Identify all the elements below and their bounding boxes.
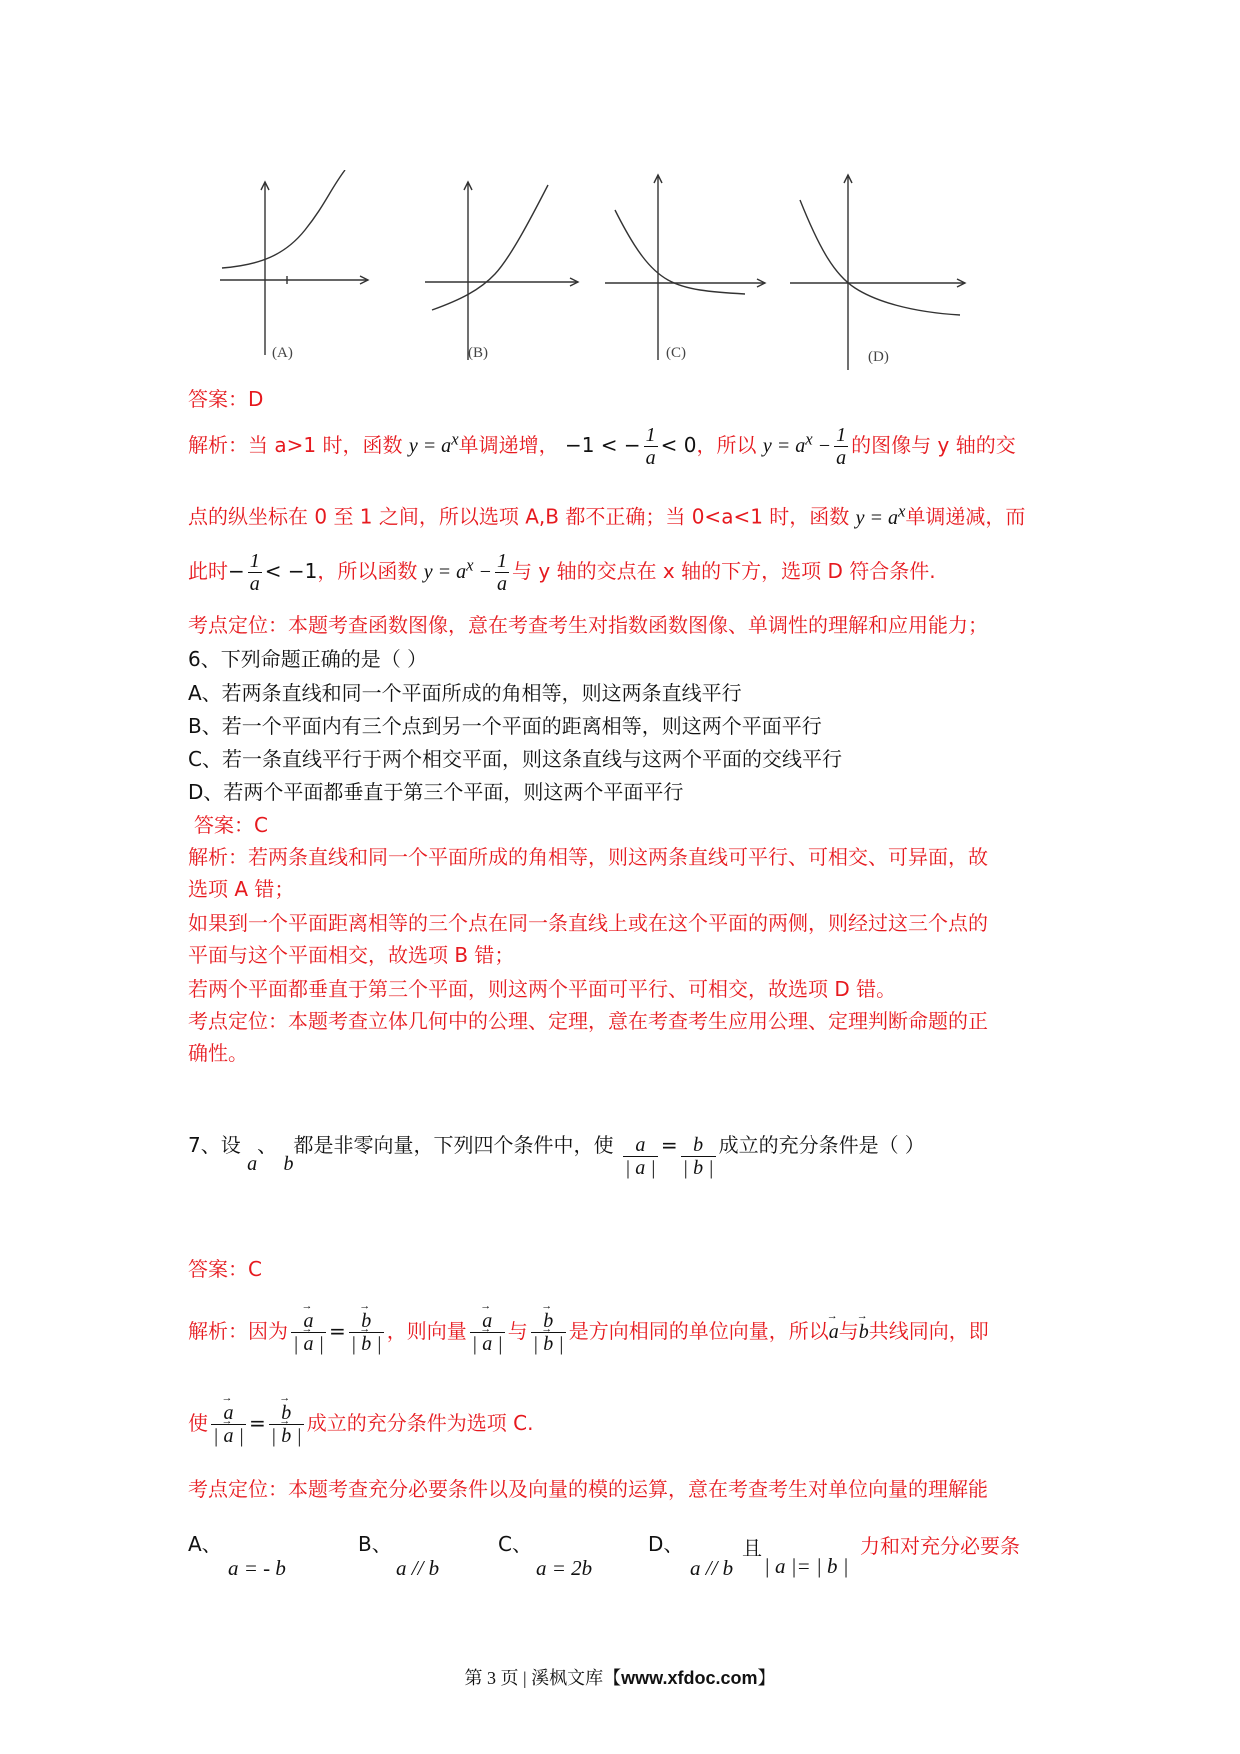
graph-b — [425, 182, 578, 360]
page-footer — [0, 1664, 1240, 1690]
q7-option-d-mod: | a |= | b | — [764, 1554, 849, 1578]
q7-point-1: 考点定位：本题考查充分必要条件以及向量的模的运算，意在考查考生对单位向量的理解能 — [188, 1477, 988, 1501]
q7-option-d-extra: 且 — [742, 1536, 762, 1560]
q6-option-a: A、若两条直线和同一个平面所成的角相等，则这两条直线平行 — [188, 681, 742, 705]
graph-label-a: (A) — [272, 345, 293, 361]
q6-option-d: D、若两个平面都垂直于第三个平面，则这两个平面平行 — [188, 780, 684, 804]
q6-point-2: 确性。 — [188, 1041, 248, 1065]
graph-label-c: (C) — [666, 345, 686, 361]
q6-analysis-2: 选项 A 错； — [188, 877, 295, 901]
q5-point: 考点定位：本题考查函数图像，意在考查考生对指数函数图像、单调性的理解和应用能力； — [188, 613, 988, 637]
q7-option-a-math: a = - b — [228, 1556, 286, 1580]
q5-analysis-line-1: 解析：当 a>1 时，函数 $y = a^x$单调递增， −1 < − $\frac{1}{a}$ < 0，所以 $y = a^x$ − $\frac{1}{a}$ 的图像与 y 轴的交 — [188, 424, 1016, 469]
q5-analysis-line-3: 此时− $\frac{1}{a}$ < −1，所以函数 $y = a^x$ − $\frac{1}{a}$ 与 y 轴的交点在 x 轴的下方，选项 D 符合条件. — [188, 550, 936, 595]
q7-option-b-math: a // b — [396, 1556, 440, 1580]
footer-site-link[interactable]: www.xfdoc.com — [621, 1668, 758, 1688]
q5-answer: 答案：D — [188, 387, 264, 411]
q7-option-c-math: a = 2b — [536, 1556, 593, 1580]
q6-option-b: B、若一个平面内有三个点到另一个平面的距离相等，则这两个平面平行 — [188, 714, 822, 738]
graph-label-d: (D) — [868, 349, 889, 365]
q6-answer: 答案：C — [194, 813, 268, 837]
q6-analysis-1: 解析：若两条直线和同一个平面所成的角相等，则这两条直线可平行、可相交、可异面，故 — [188, 845, 988, 869]
q7-analysis-line-2: 使 → $\frac{a}{| \to a |}$ = → $\frac{b}{| \to b |}$ 成立的充分条件为选项 C. — [188, 1402, 533, 1447]
q6-analysis-3: 如果到一个平面距离相等的三个点在同一条直线上或在这个平面的两侧，则经过这三个点的 — [188, 911, 988, 935]
graph-d — [790, 175, 965, 370]
graph-c — [605, 175, 765, 360]
q7-option-d-label: D、 — [648, 1532, 684, 1556]
q7-answer: 答案：C — [188, 1257, 262, 1281]
q7-option-a-label: A、 — [188, 1532, 222, 1556]
q6-option-c: C、若一条直线平行于两个相交平面，则这条直线与这两个平面的交线平行 — [188, 747, 842, 771]
q7-point-2: 力和对充分必要条 — [860, 1534, 1020, 1558]
q6-point-1: 考点定位：本题考查立体几何中的公理、定理，意在考查考生应用公理、定理判断命题的正 — [188, 1009, 988, 1033]
graph-label-b: (B) — [468, 345, 488, 361]
graph-a — [220, 170, 368, 355]
q7-analysis-line-1: 解析：因为 → $\frac{a}{| \to a |}$ = → $\frac{b}{| \to b |}$ ，则向量 → $\frac{a}{| \to a |}$ 与 → $\frac{b}{| \to b |}$ 是方向相同的单位向量，所以→ a与→ b共线同向，即 — [188, 1310, 989, 1355]
footer-prefix: 第 3 页 | 溪枫文库【 — [464, 1668, 622, 1688]
footer-suffix: 】 — [757, 1668, 776, 1688]
q7-option-b-label: B、 — [358, 1532, 392, 1556]
q6-stem: 6、下列命题正确的是（ ） — [188, 647, 428, 671]
q7-stem: 7、设 a、 b都是非零向量，下列四个条件中，使 $\frac{a}{| a |}$ = $\frac{b}{| b |}$ 成立的充分条件是（ ） — [188, 1133, 925, 1179]
q6-analysis-4: 平面与这个平面相交，故选项 B 错； — [188, 943, 515, 967]
q7-option-c-label: C、 — [498, 1532, 532, 1556]
q5-analysis-line-2: 点的纵坐标在 0 至 1 之间，所以选项 A,B 都不正确；当 0<a<1 时，函数 $y = a^x$单调递减，而 — [188, 501, 1026, 529]
q7-option-d-math: a // b — [690, 1556, 734, 1580]
q6-analysis-5: 若两个平面都垂直于第三个平面，则这两个平面可平行、可相交，故选项 D 错。 — [188, 977, 897, 1001]
